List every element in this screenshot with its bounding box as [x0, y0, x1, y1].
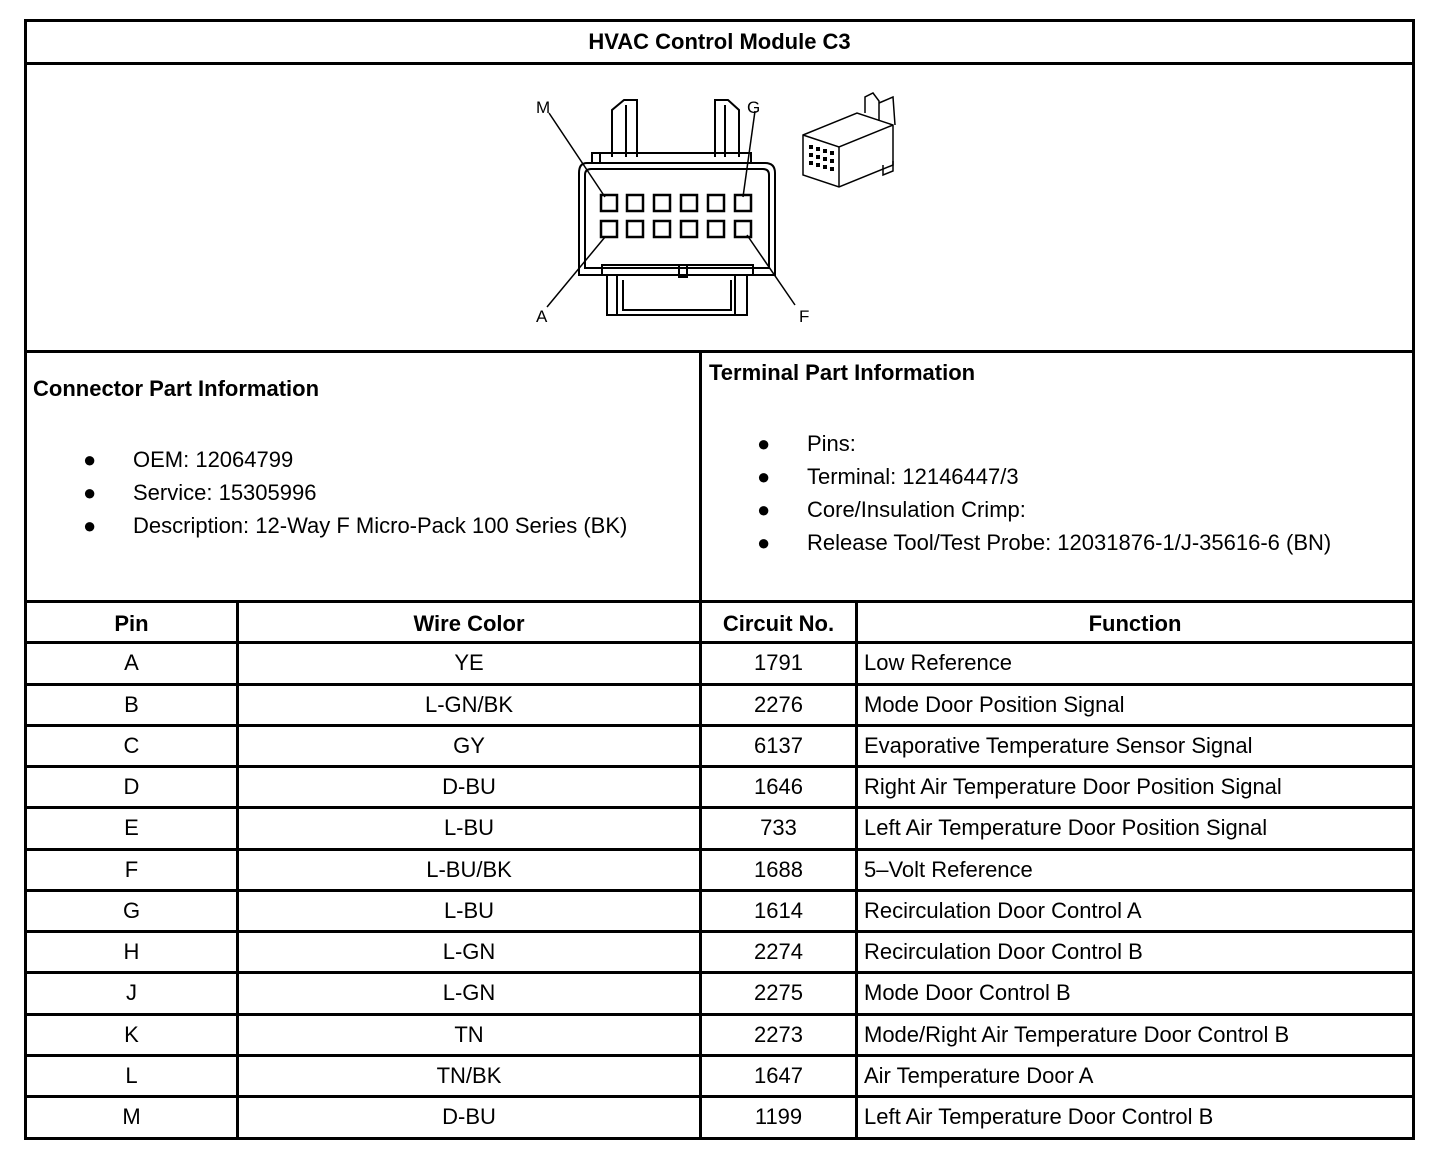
callout-label-a: A — [536, 307, 548, 326]
cell-pin: C — [123, 732, 140, 758]
cell-circuit: 1614 — [754, 897, 803, 923]
cell-wire-color: D-BU — [442, 1104, 496, 1130]
table-row — [27, 892, 1412, 930]
cell-circuit: 1688 — [754, 856, 803, 882]
cell-wire-color: TN — [454, 1021, 484, 1047]
table-row — [27, 851, 1412, 889]
cell-function: Mode Door Position Signal — [864, 691, 1125, 717]
cell-wire-color: L-BU/BK — [426, 856, 512, 882]
bullet-icon: ● — [757, 431, 771, 456]
cell-circuit: 2276 — [754, 691, 803, 717]
divider — [699, 350, 702, 603]
header-pin: Pin — [114, 610, 149, 636]
cell-function: Recirculation Door Control A — [864, 897, 1142, 923]
cell-function: Mode Door Control B — [864, 980, 1071, 1006]
cell-function: 5–Volt Reference — [864, 856, 1033, 882]
cell-wire-color: L-BU — [443, 897, 495, 923]
cell-pin: D — [123, 774, 140, 800]
cell-function: Right Air Temperature Door Position Signal — [864, 774, 1282, 800]
cell-function: Recirculation Door Control B — [864, 939, 1143, 965]
header-function: Function — [1088, 610, 1182, 636]
cell-circuit: 1646 — [754, 774, 803, 800]
cell-function: Left Air Temperature Door Position Signal — [864, 815, 1268, 841]
cell-wire-color: D-BU — [442, 774, 496, 800]
table-row — [27, 727, 1412, 765]
cell-pin: M — [122, 1104, 141, 1130]
cell-circuit: 2274 — [754, 939, 803, 965]
cell-pin: G — [122, 897, 141, 923]
page-title: HVAC Control Module C3 — [588, 29, 851, 54]
table-row — [27, 933, 1412, 971]
cell-function: Low Reference — [864, 650, 1012, 676]
table-row — [27, 1016, 1412, 1054]
cell-circuit: 1199 — [754, 1104, 803, 1130]
connector-face-drawing — [27, 65, 1412, 350]
table-row — [27, 644, 1412, 682]
callout-label-m: M — [536, 98, 551, 117]
divider — [27, 350, 1412, 353]
callout-label-f: F — [799, 307, 810, 326]
bullet-icon: ● — [757, 530, 771, 555]
cell-circuit: 733 — [760, 815, 797, 841]
cell-circuit: 1791 — [754, 650, 803, 676]
connector-sheet: HVAC Control Module C3 M G A F Connector Part Information ● OEM: 12064799 ● Service: 15305996 ● Description: 12-Way F Micro-Pack 100 Series (BK) Terminal Part Information ● Pins: ● Terminal: 12146447/3 ● Core/Insulation Crimp: ● Release Tool/Test Probe: 12031876-1/J-35616-6 (BN) Pin Wire Color Circuit No. Function A YE 1791 Low Reference B L-GN/BK 2276 Mode Door Position Signal C GY 6137 Evaporative Temperature Sensor Signal D D-BU 1646 Right Air Temperature Door Position Signal E L-BU 733 Left Air Temperature Door Position Signal F L-BU/BK 1688 5–Volt Reference G L-BU 1614 Recirculation Door Control A H L-GN 2274 Recirculation Door Control B J L-GN 2275 Mode Door Control B K TN 2273 Mode/Right Air Temperature Door Control B L TN/BK 1647 Air Temperature Door A M D-BU 1199 Left Air Temperature Door Control B — [24, 19, 1415, 1140]
cell-wire-color: TN/BK — [436, 1062, 502, 1088]
cell-pin: F — [124, 856, 139, 882]
table-row — [27, 974, 1412, 1012]
cell-function: Evaporative Temperature Sensor Signal — [864, 732, 1253, 758]
cell-circuit: 1647 — [754, 1062, 803, 1088]
cell-wire-color: L-GN — [442, 980, 496, 1006]
bullet-icon: ● — [83, 480, 97, 505]
cell-wire-color: L-GN — [442, 939, 496, 965]
cell-circuit: 6137 — [754, 732, 803, 758]
cell-pin: A — [124, 650, 139, 676]
cell-wire-color: L-BU — [443, 815, 495, 841]
callout-label-g: G — [747, 98, 761, 117]
header-wire-color: Wire Color — [413, 610, 525, 636]
terminal-info-heading: Terminal Part Information — [709, 360, 976, 385]
table-row — [27, 809, 1412, 847]
bullet-icon: ● — [757, 464, 771, 489]
bullet-icon: ● — [83, 447, 97, 472]
bullet-icon: ● — [83, 513, 97, 538]
cell-circuit: 2273 — [754, 1021, 803, 1047]
table-row — [27, 768, 1412, 806]
cell-function: Left Air Temperature Door Control B — [864, 1104, 1214, 1130]
cell-pin: B — [124, 691, 139, 717]
table-row — [27, 1057, 1412, 1095]
cell-wire-color: GY — [453, 732, 485, 758]
table-row — [27, 686, 1412, 724]
cell-circuit: 2275 — [754, 980, 803, 1006]
cell-pin: J — [126, 980, 137, 1006]
table-header-row — [27, 603, 1412, 644]
bullet-icon: ● — [757, 497, 771, 522]
table-row — [27, 1098, 1412, 1136]
connector-diagram — [27, 65, 1412, 350]
cell-function: Mode/Right Air Temperature Door Control B — [864, 1021, 1290, 1047]
header-circuit: Circuit No. — [722, 610, 835, 636]
cell-pin: E — [124, 815, 139, 841]
cell-pin: K — [124, 1021, 139, 1047]
cell-wire-color: YE — [454, 650, 484, 676]
connector-info-heading: Connector Part Information — [33, 376, 320, 401]
cell-function: Air Temperature Door A — [864, 1062, 1094, 1088]
cell-wire-color: L-GN/BK — [424, 691, 514, 717]
cell-pin: H — [123, 939, 140, 965]
cell-pin: L — [125, 1062, 138, 1088]
